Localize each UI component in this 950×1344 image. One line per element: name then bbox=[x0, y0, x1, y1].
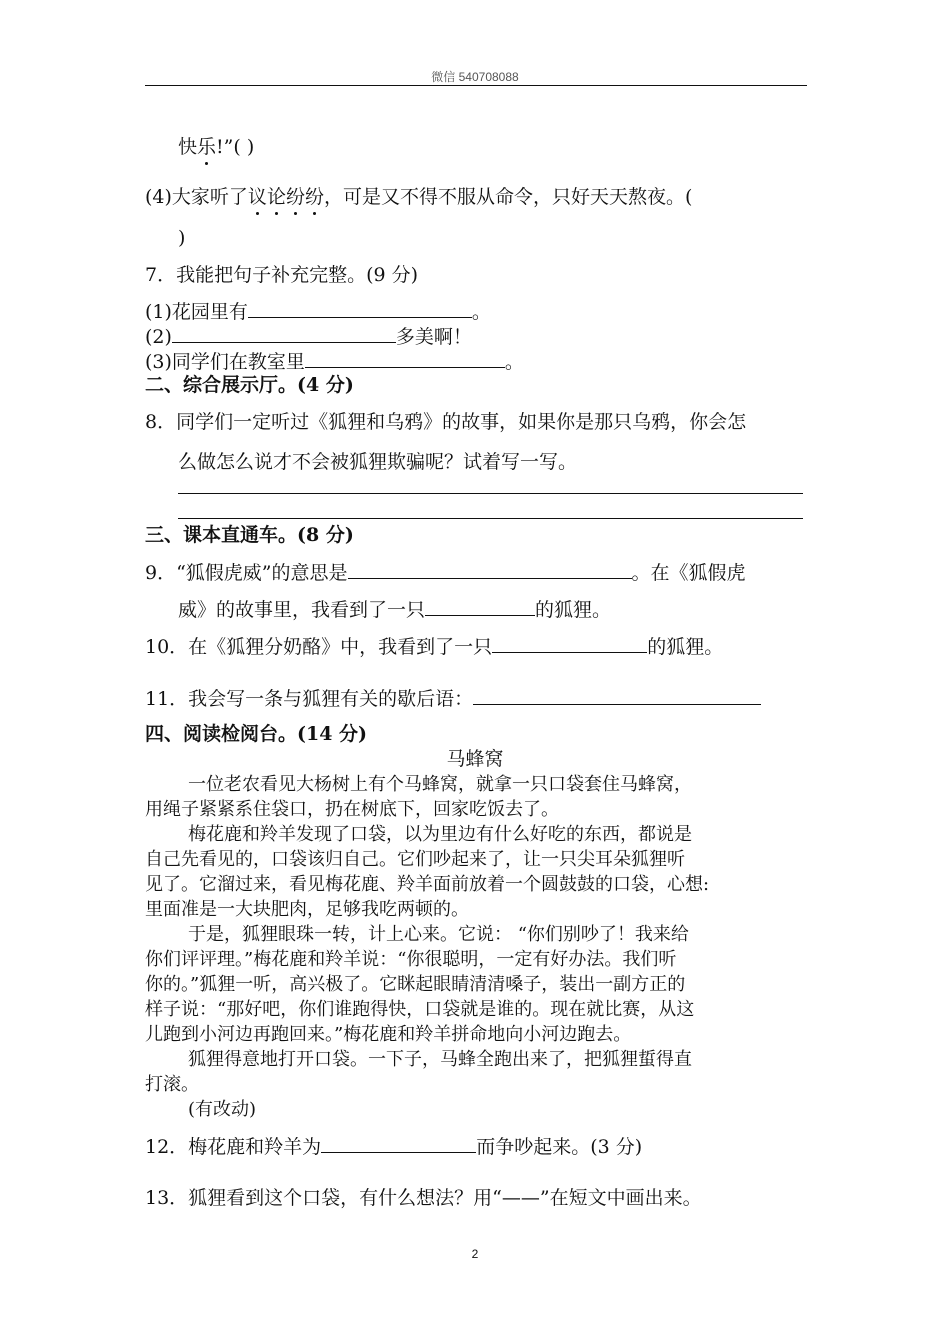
q10: 10．在《狐狸分奶酪》中，我看到了一只 的狐狸。 bbox=[145, 636, 724, 658]
section4-heading: 四、阅读检阅台。(14 分) bbox=[145, 723, 368, 745]
passage-line: 你的。”狐狸一听，高兴极了。它眯起眼睛清清嗓子，装出一副方正的 bbox=[145, 974, 686, 995]
answer-blank[interactable] bbox=[172, 324, 396, 343]
q6-item3-tail: 快乐!”( ) bbox=[178, 136, 255, 158]
answer-blank[interactable] bbox=[492, 634, 647, 653]
passage-line: 一位老农看见大杨树上有个马蜂窝，就拿一只口袋套住马蜂窝， bbox=[188, 774, 692, 795]
page-number: 2 bbox=[471, 1247, 479, 1261]
passage-line: 于是，狐狸眼珠一转，计上心来。它说： “你们别吵了！我来给 bbox=[188, 924, 689, 945]
passage-title: 马蜂窝 bbox=[446, 748, 504, 770]
page-header: 微信 540708088 bbox=[431, 70, 519, 84]
q8-line1: 8．同学们一定听过《狐狸和乌鸦》的故事，如果你是那只乌鸦，你会怎 bbox=[145, 411, 747, 433]
q6-item4: (4)大家听了议论纷纷，可是又不得不服从命令，只好天天熬夜。( bbox=[145, 186, 693, 208]
writing-line[interactable] bbox=[178, 518, 803, 519]
passage-line: 用绳子紧紧系住袋口，扔在树底下，回家吃饭去了。 bbox=[145, 799, 559, 820]
passage-line: 样子说：“那好吧，你们谁跑得快，口袋就是谁的。现在就比赛，从这 bbox=[145, 999, 695, 1020]
q9-line1: 9．“狐假虎威”的意思是 。在《狐假虎 bbox=[145, 562, 746, 584]
q7-item3: (3)同学们在教室里 。 bbox=[145, 351, 524, 373]
passage-line: 自己先看见的，口袋该归自己。它们吵起来了，让一只尖耳朵狐狸听 bbox=[145, 849, 685, 870]
answer-blank[interactable] bbox=[425, 597, 535, 616]
q6-item4-close: ) bbox=[178, 227, 186, 249]
q7-item2: (2) 多美啊！ bbox=[145, 326, 472, 348]
passage-line: 你们评评理。”梅花鹿和羚羊说：“你很聪明，一定有好办法。我们听 bbox=[145, 949, 677, 970]
q8-line2: 么做怎么说才不会被狐狸欺骗呢？试着写一写。 bbox=[178, 451, 578, 473]
q11: 11．我会写一条与狐狸有关的歇后语： bbox=[145, 686, 761, 712]
q13: 13．狐狸看到这个口袋，有什么想法？用“——”在短文中画出来。 bbox=[145, 1187, 702, 1209]
answer-blank[interactable] bbox=[305, 349, 505, 368]
q9-line2: 威》的故事里，我看到了一只 的狐狸。 bbox=[178, 599, 612, 621]
q7-item1: (1)花园里有 。 bbox=[145, 301, 491, 323]
passage-line: 儿跑到小河边再跑回来。”梅花鹿和羚羊拼命地向小河边跑去。 bbox=[145, 1024, 632, 1045]
answer-blank[interactable] bbox=[348, 560, 632, 579]
source-note: (有改动) bbox=[188, 1099, 257, 1120]
writing-line[interactable] bbox=[178, 493, 803, 494]
passage-line: 见了。它溜过来，看见梅花鹿、羚羊面前放着一个圆鼓鼓的口袋，心想: bbox=[145, 874, 710, 895]
answer-blank[interactable] bbox=[321, 1134, 476, 1153]
answer-blank[interactable] bbox=[248, 299, 472, 318]
passage-line: 里面准是一大块肥肉，足够我吃两顿的。 bbox=[145, 899, 469, 920]
q12: 12．梅花鹿和羚羊为 而争吵起来。(3 分) bbox=[145, 1136, 643, 1158]
passage-line: 狐狸得意地打开口袋。一下子，马蜂全跑出来了，把狐狸蜇得直 bbox=[188, 1049, 692, 1070]
passage-line: 梅花鹿和羚羊发现了口袋，以为里边有什么好吃的东西，都说是 bbox=[188, 824, 692, 845]
passage-line: 打滚。 bbox=[145, 1074, 199, 1095]
answer-blank[interactable] bbox=[473, 686, 761, 705]
q7-title: 7．我能把句子补充完整。(9 分) bbox=[145, 264, 419, 286]
section2-heading: 二、综合展示厅。(4 分) bbox=[145, 374, 354, 396]
section3-heading: 三、课本直通车。(8 分) bbox=[145, 524, 354, 546]
header-rule bbox=[145, 85, 807, 86]
emphasis-dot-char: 乐 bbox=[197, 136, 217, 158]
